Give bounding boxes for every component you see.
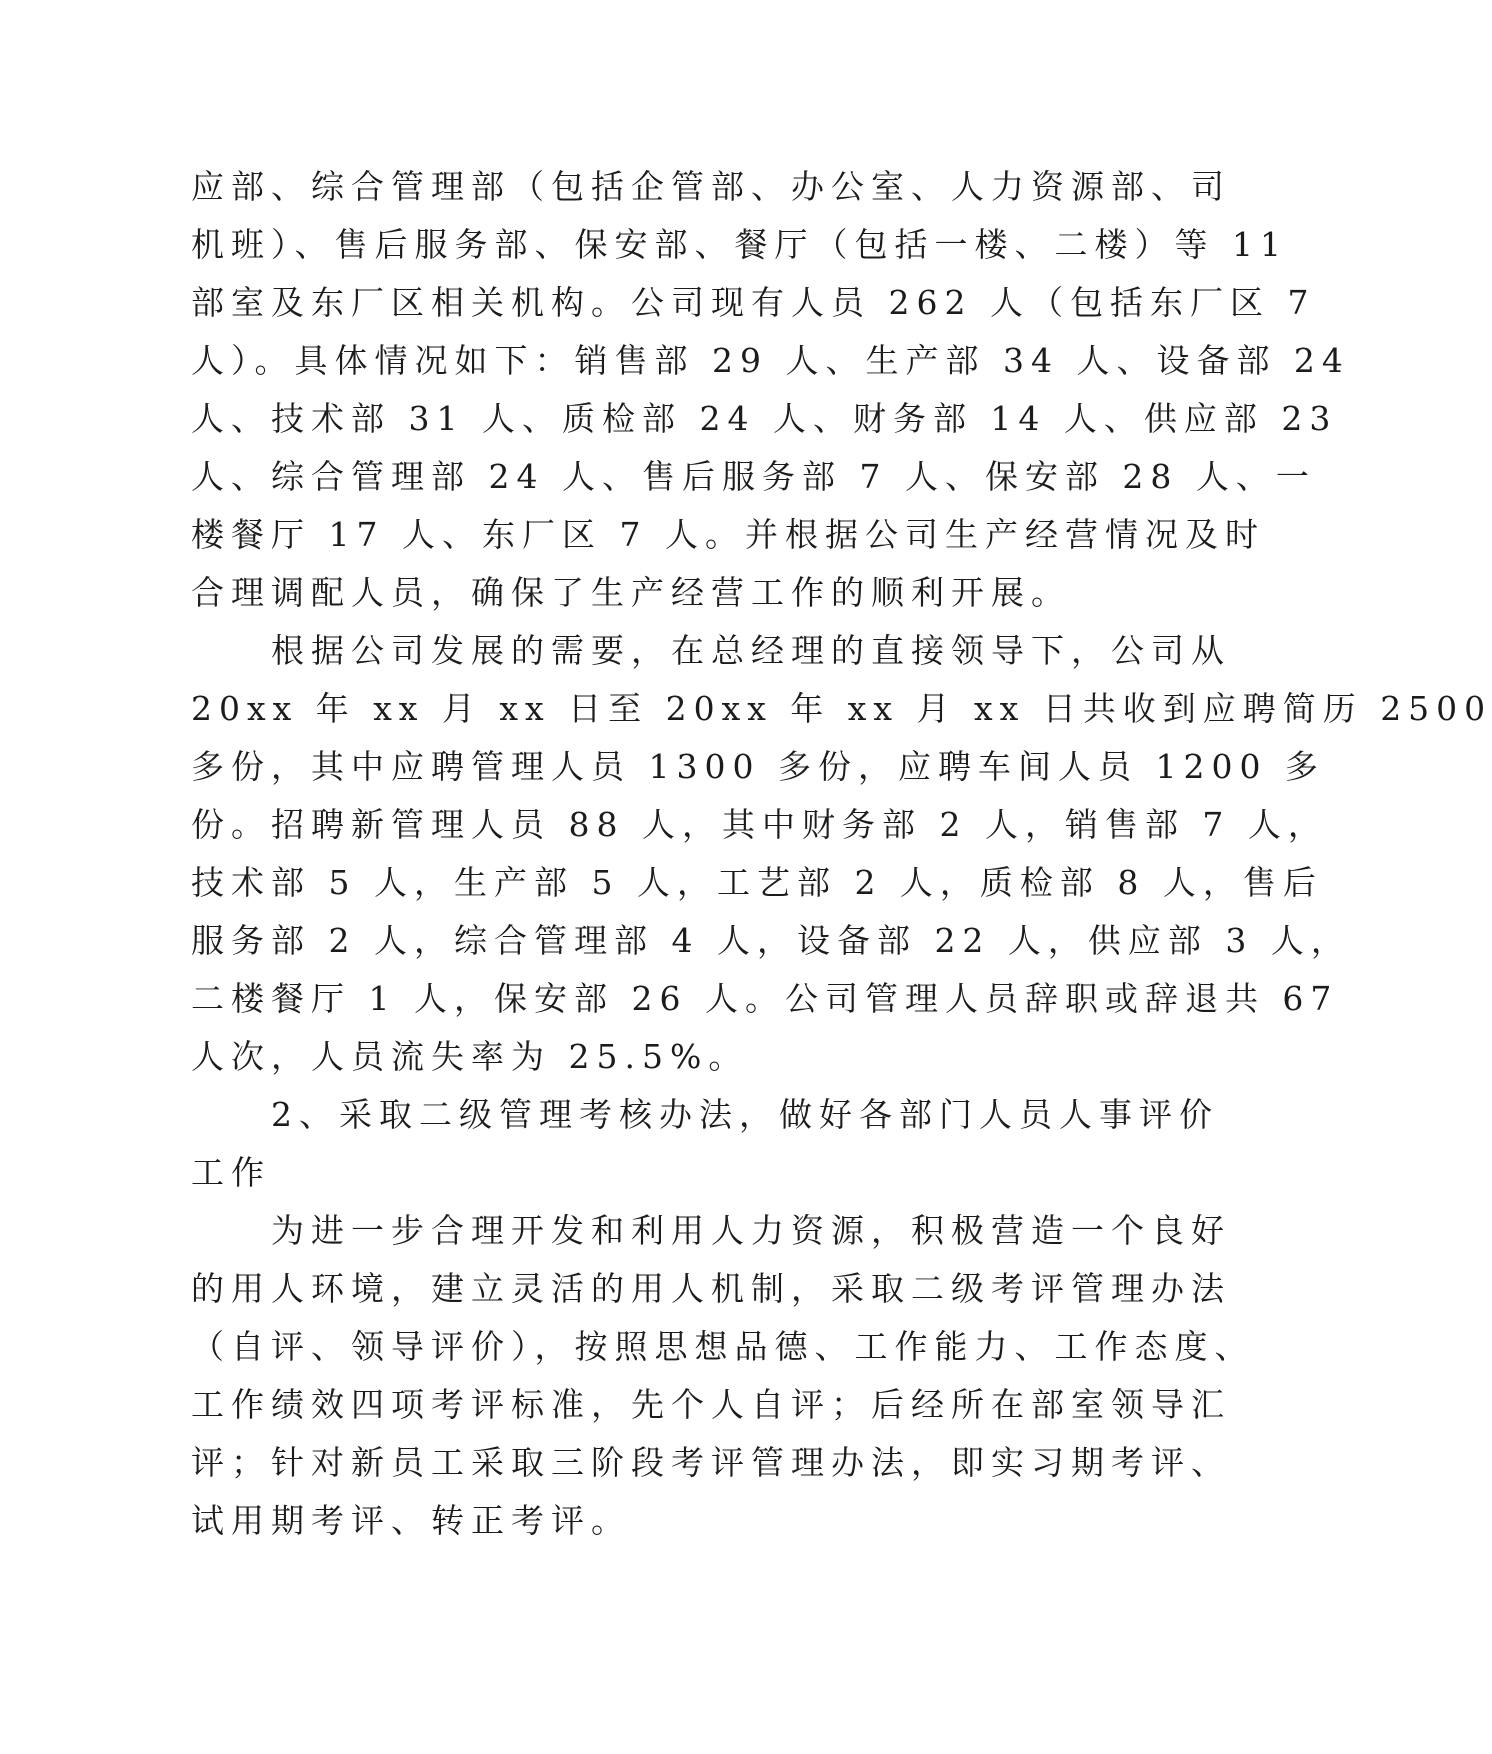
text-line: 份。招聘新管理人员 88 人，其中财务部 2 人，销售部 7 人， [191, 805, 1328, 844]
text-line: 二楼餐厅 1 人，保安部 26 人。公司管理人员辞职或辞退共 67 [191, 979, 1339, 1018]
section-heading-line: 工作 [191, 1153, 271, 1192]
document-body [191, 158, 1492, 1550]
section-heading-line: 2、采取二级管理考核办法，做好各部门人员人事评价 [191, 1095, 1219, 1134]
text-line: 人次，人员流失率为 25.5%。 [191, 1037, 749, 1076]
text-line: （自评、领导评价），按照思想品德、工作能力、工作态度、 [191, 1327, 1255, 1366]
text-line: 技术部 5 人，生产部 5 人，工艺部 2 人，质检部 8 人，售后 [191, 863, 1323, 902]
text-line: 人、技术部 31 人、质检部 24 人、财务部 14 人、供应部 23 [191, 399, 1338, 438]
text-line: 多份，其中应聘管理人员 1300 多份，应聘车间人员 1200 多 [191, 747, 1325, 786]
text-line: 楼餐厅 17 人、东厂区 7 人。并根据公司生产经营情况及时 [191, 515, 1265, 554]
paragraph-start-line: 根据公司发展的需要，在总经理的直接领导下，公司从 [191, 631, 1231, 670]
text-line: 合理调配人员，确保了生产经营工作的顺利开展。 [191, 573, 1071, 612]
text-line: 20xx 年 xx 月 xx 日至 20xx 年 xx 月 xx 日共收到应聘简历 2500 [191, 689, 1492, 728]
text-line: 人）。具体情况如下：销售部 29 人、生产部 34 人、设备部 24 [191, 341, 1350, 380]
paragraph-start-line: 为进一步合理开发和利用人力资源，积极营造一个良好 [191, 1211, 1231, 1250]
text-line: 部室及东厂区相关机构。公司现有人员 262 人（包括东厂区 7 [191, 283, 1316, 322]
text-line: 人、综合管理部 24 人、售后服务部 7 人、保安部 28 人、一 [191, 457, 1316, 496]
text-line: 评；针对新员工采取三阶段考评管理办法，即实习期考评、 [191, 1443, 1231, 1482]
text-line: 机班）、售后服务部、保安部、餐厅（包括一楼、二楼）等 11 [191, 225, 1288, 264]
text-line: 的用人环境，建立灵活的用人机制，采取二级考评管理办法 [191, 1269, 1231, 1308]
text-line: 工作绩效四项考评标准，先个人自评；后经所在部室领导汇 [191, 1385, 1231, 1424]
text-line: 服务部 2 人，综合管理部 4 人，设备部 22 人，供应部 3 人， [191, 921, 1351, 960]
text-line: 试用期考评、转正考评。 [191, 1501, 631, 1540]
text-line: 应部、综合管理部（包括企管部、办公室、人力资源部、司 [191, 167, 1231, 206]
